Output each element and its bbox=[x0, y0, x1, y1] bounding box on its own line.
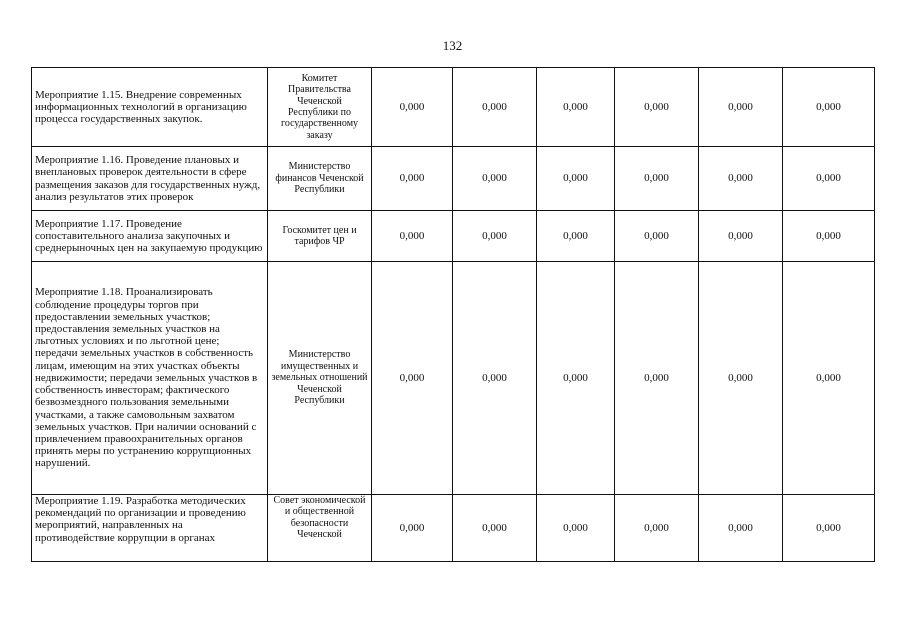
event-cell bbox=[32, 495, 268, 562]
program-events-table bbox=[31, 67, 875, 562]
event-cell: Мероприятие 1.15. Внедрение современных информационных технологий в организацию процесса государственных закупок. bbox=[32, 68, 268, 147]
value-cell: 0,000 bbox=[453, 147, 537, 211]
table-row bbox=[32, 68, 875, 147]
value-cell: 0,000 bbox=[453, 262, 537, 495]
table-row bbox=[32, 262, 875, 495]
table-row bbox=[32, 211, 875, 262]
value-cell: 0,000 bbox=[453, 211, 537, 262]
value-cell: 0,000 bbox=[783, 68, 875, 147]
value-cell: 0,000 bbox=[615, 68, 699, 147]
event-cell: Мероприятие 1.17. Проведение сопоставительного анализа закупочных и среднерыночных цен на закупаемую продукцию bbox=[32, 211, 268, 262]
value-cell: 0,000 bbox=[537, 147, 615, 211]
value-cell: 0,000 bbox=[783, 211, 875, 262]
value-cell: 0,000 bbox=[537, 211, 615, 262]
value-cell: 0,000 bbox=[699, 68, 783, 147]
event-cell: Мероприятие 1.16. Проведение плановых и внеплановых проверок деятельности в сфере размещения заказов для государственных нужд, анализ результатов этих проверок bbox=[32, 147, 268, 211]
value-cell: 0,000 bbox=[372, 68, 453, 147]
table-row bbox=[32, 147, 875, 211]
table-row bbox=[32, 495, 875, 562]
value-cell: 0,000 bbox=[615, 211, 699, 262]
value-cell: 0,000 bbox=[615, 495, 699, 562]
value-cell: 0,000 bbox=[372, 147, 453, 211]
value-cell: 0,000 bbox=[537, 68, 615, 147]
value-cell: 0,000 bbox=[537, 262, 615, 495]
value-cell: 0,000 bbox=[615, 147, 699, 211]
responsible-cell: Министерство имущественных и земельных отношений Чеченской Республики bbox=[268, 262, 372, 495]
event-text: Мероприятие 1.19. Разработка методических рекомендаций по организации и проведению мероприятий, направленных на противодействие коррупции в органах bbox=[35, 495, 246, 544]
value-cell: 0,000 bbox=[783, 262, 875, 495]
value-cell: 0,000 bbox=[372, 262, 453, 495]
responsible-cell: Министерство финансов Чеченской Республики bbox=[268, 147, 372, 211]
page-number: 132 bbox=[442, 38, 463, 53]
responsible-cell bbox=[268, 495, 372, 562]
responsible-cell: Комитет Правительства Чеченской Республики по государственному заказу bbox=[268, 68, 372, 147]
value-cell: 0,000 bbox=[783, 495, 875, 562]
value-cell: 0,000 bbox=[453, 495, 537, 562]
value-cell: 0,000 bbox=[372, 495, 453, 562]
value-cell: 0,000 bbox=[699, 495, 783, 562]
responsible-text: Совет экономической и общественной безопасности Чеченской bbox=[273, 495, 366, 541]
value-cell: 0,000 bbox=[372, 211, 453, 262]
value-cell: 0,000 bbox=[453, 68, 537, 147]
value-cell: 0,000 bbox=[699, 211, 783, 262]
value-cell: 0,000 bbox=[537, 495, 615, 562]
value-cell: 0,000 bbox=[699, 147, 783, 211]
value-cell: 0,000 bbox=[615, 262, 699, 495]
value-cell: 0,000 bbox=[783, 147, 875, 211]
responsible-cell: Госкомитет цен и тарифов ЧР bbox=[268, 211, 372, 262]
event-cell: Мероприятие 1.18. Проанализировать соблюдение процедуры торгов при предоставлении земельных участков; предоставления земельных участков на льготных условиях и по льготной цене; передачи земельных участков в собственность лицам, имеющим на этих участках объекты недвижимости; передачи земельных участков в собственность инвесторам; фактического безвозмездного пользования земельными участками, а также самовольным захватом земельных участков. При наличии оснований с привлечением правоохранительных органов принять меры по устранению коррупционных нарушений. bbox=[32, 262, 268, 495]
value-cell: 0,000 bbox=[699, 262, 783, 495]
